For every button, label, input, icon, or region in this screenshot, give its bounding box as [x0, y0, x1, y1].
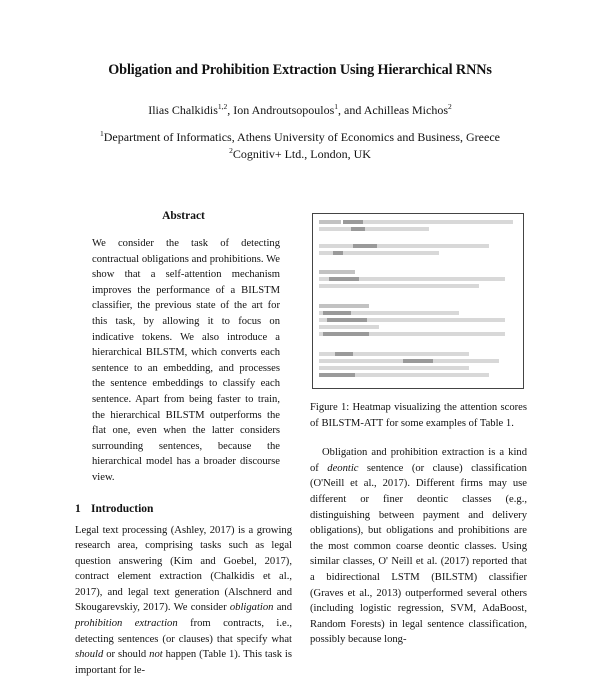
affiliation-2 [0, 147, 600, 162]
abstract-text: We consider the task of detecting contractual obligations and prohibitions. We show that a self-attention mechanism improves the performance of a BILSTM classifier, the previous state of the art for this task, by allowing it to focus on indicative tokens. We also introduce a hierarchical BILSTM, which converts each sentence to an embedding, and processes the sentence embeddings to classify each sentence. Apart from being faster to train, the hierarchical BILSTM outperforms the flat one, even when the latter considers surrounding sentences, because the hierarchical model has a broader discourse view. [92, 236, 280, 486]
right-text-1: Obligation and prohibition extraction is a kind of [310, 447, 527, 474]
figure-caption [310, 400, 527, 431]
intro-em-obligation: obligation [230, 602, 274, 613]
section-heading-introduction [75, 503, 292, 515]
intro-text-1: Legal text processing (Ashley, 2017) is a growing research area, comprising tasks such as legal question answering (Kim and Goebel, 2017), contract element extraction (Chalkidis et al., 2017), and legal text generation (Alschnerd and Skougarevskiy, 2017). We consider [75, 525, 292, 614]
heatmap-highlight [323, 332, 369, 336]
caption-suffix: for some examples of Table 1. [383, 418, 514, 429]
author-2: , Ion Androutsopoulos [227, 103, 334, 117]
heatmap-highlight [319, 373, 355, 377]
heatmap-highlight [329, 277, 359, 281]
left-column [75, 210, 292, 678]
section-title: Introduction [91, 503, 153, 515]
heatmap-row [319, 227, 429, 231]
heatmap-highlight [335, 352, 353, 356]
heatmap-row [319, 284, 479, 288]
heatmap-highlight [327, 318, 367, 322]
heatmap-label [319, 270, 355, 274]
right-text-2: sentence (or clause) classification (O'Neill et al., 2017). Different firms may use different or finer deontic classes (e.g., distinguishing between payment and delivery obligations), but obligations and prohibitions are the most common coarse deontic classes. Using similar classes, O' Neill et al. (2017) reported that a bidirectional LSTM (BILSTM) classifier (Graves et al., 2013) outperformed several others (including logistic regression, SVM, AdaBoost, Random Forests) in legal sentence classification, possibly because long- [310, 463, 527, 646]
heatmap-row [343, 220, 513, 224]
heatmap-row [319, 325, 379, 329]
author-1: Ilias Chalkidis [148, 103, 218, 117]
author-2-affil: 1 [334, 102, 338, 111]
section-number: 1 [75, 503, 91, 515]
heatmap-highlight [323, 311, 351, 315]
affiliation-2-text: Cognitiv+ Ltd., London, UK [233, 147, 371, 161]
author-3: , and Achilleas Michos [338, 103, 448, 117]
intro-em-prohibition: prohibition extraction [75, 618, 178, 629]
heatmap-highlight [343, 220, 363, 224]
author-1-affil: 1,2 [218, 102, 227, 111]
abstract-heading: Abstract [75, 210, 292, 222]
heatmap-highlight [403, 359, 433, 363]
intro-em-should: should [75, 649, 103, 660]
right-em-deontic: deontic [327, 463, 358, 474]
intro-text-4: or should [103, 649, 149, 660]
intro-text-2: and [273, 602, 292, 613]
intro-text-3: from contracts, i.e., detecting sentences (or clauses) that specify what [75, 618, 292, 645]
intro-paragraph [75, 523, 292, 678]
intro-text-5: happen (Table 1). This task is important for le- [75, 649, 292, 676]
heatmap-highlight [353, 244, 377, 248]
affiliation-1 [0, 130, 600, 145]
heatmap-label [319, 220, 341, 224]
heatmap-highlight [333, 251, 343, 255]
heatmap-label [319, 304, 369, 308]
right-paragraph [310, 445, 527, 648]
author-line [0, 103, 600, 118]
affiliation-1-marker: 1 [100, 129, 104, 138]
caption-prefix: Figure 1: Heatmap visualizing the attention scores of [310, 402, 527, 429]
attention-heatmap-figure [312, 213, 524, 389]
author-3-affil: 2 [448, 102, 452, 111]
heatmap-row [319, 366, 469, 370]
heatmap-row [319, 244, 489, 248]
intro-em-not: not [149, 649, 163, 660]
paper-title: Obligation and Prohibition Extraction Using Hierarchical RNNs [0, 62, 600, 79]
affiliation-2-marker: 2 [229, 146, 233, 155]
right-column [310, 213, 527, 648]
caption-model-name: BILSTM-ATT [321, 418, 383, 429]
heatmap-highlight [351, 227, 365, 231]
affiliation-1-text: Department of Informatics, Athens University of Economics and Business, Greece [104, 130, 500, 144]
